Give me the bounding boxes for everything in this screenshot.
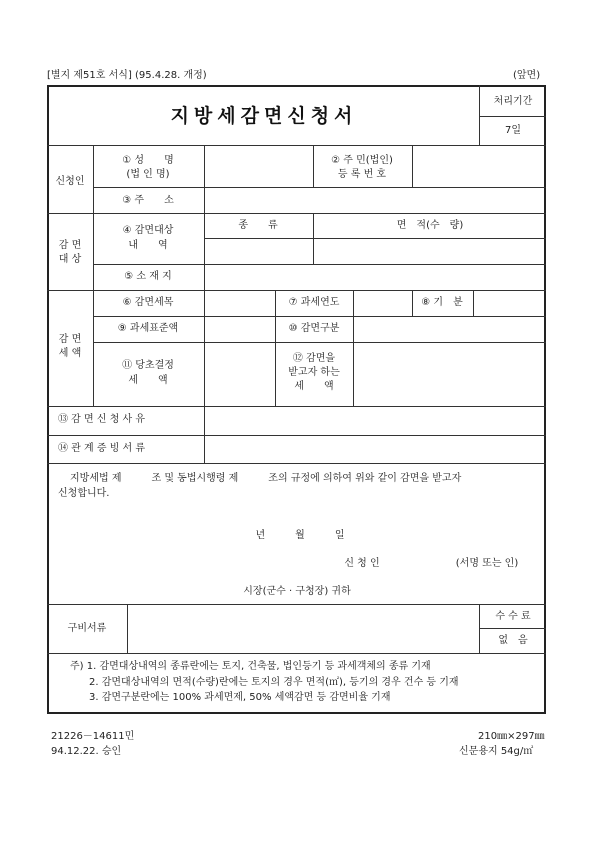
tax-standard-field[interactable]	[206, 318, 274, 341]
address-label: ③ 주 소	[122, 195, 174, 206]
signature-note: (서명 또는 인)	[455, 558, 519, 569]
name-label: ① 성 명	[122, 155, 174, 166]
divider	[313, 145, 314, 187]
requested-reduction-label-2: 받고자 하는	[288, 367, 340, 378]
divider	[204, 145, 205, 463]
fee-value: 없 음	[498, 635, 528, 646]
divider	[353, 290, 354, 406]
divider	[473, 290, 474, 316]
form-title: 지방세감면신청서	[170, 105, 358, 127]
page-side: (앞면)	[513, 70, 541, 81]
divider	[93, 145, 94, 406]
divider	[412, 145, 413, 187]
requested-reduction-label-3: 세 액	[294, 381, 334, 392]
divider	[93, 187, 546, 188]
required-documents-field[interactable]	[129, 606, 477, 652]
divider	[479, 628, 546, 629]
fee-label: 수 수 료	[495, 611, 531, 622]
registration-number-field[interactable]	[414, 147, 544, 186]
divider	[47, 213, 546, 214]
location-field[interactable]	[206, 266, 544, 289]
evidence-label: ⑭ 관 계 증 빙 서 류	[58, 443, 146, 454]
reason-field[interactable]	[206, 408, 544, 434]
divider	[47, 290, 546, 291]
tax-standard-label: ⑨ 과세표준액	[117, 323, 179, 334]
note-item: 2. 감면대상내역의 면적(수량)란에는 토지의 경우 면적(㎡), 등기의 경우 건수 등 기재	[89, 677, 459, 688]
area-field[interactable]	[315, 240, 544, 263]
evidence-field[interactable]	[206, 437, 544, 462]
divider	[47, 145, 546, 146]
note-item: 3. 감면구분란에는 100% 과세면제, 50% 세액감면 등 감면비율 기재	[89, 692, 391, 703]
divider	[204, 238, 546, 239]
divider	[479, 85, 480, 145]
name-label-sub: (법 인 명)	[126, 169, 170, 180]
applicant-signature-label: 신 청 인	[344, 558, 380, 569]
required-documents-label: 구비서류	[67, 623, 107, 634]
processing-label: 처리기간	[493, 96, 533, 107]
processing-period: 7일	[504, 125, 522, 136]
tax-item-label: ⑥ 감면세목	[122, 297, 174, 308]
divider	[93, 264, 546, 265]
target-detail-label: ④ 감면대상	[122, 225, 174, 236]
tax-year-field[interactable]	[355, 292, 411, 315]
divider	[93, 342, 546, 343]
name-field[interactable]	[206, 147, 312, 186]
divider	[47, 406, 546, 407]
location-label: ⑤ 소 재 지	[124, 271, 172, 282]
divider	[93, 316, 546, 317]
initial-tax-label: ⑪ 당초결정	[122, 360, 174, 371]
divider	[47, 604, 546, 605]
tax-section-label: 감 면	[58, 334, 82, 345]
declaration-text-end: 신청합니다.	[58, 488, 110, 499]
initial-tax-field[interactable]	[206, 344, 274, 405]
divider	[479, 116, 546, 117]
form-code: 21226－14611민	[51, 731, 135, 742]
recipient: 시장(군수 · 구청장) 귀하	[243, 586, 351, 597]
type-column-header: 종 류	[238, 220, 278, 231]
paper-size: 210㎜×297㎜	[478, 731, 545, 742]
divider	[313, 213, 314, 264]
tax-year-label: ⑦ 과세연도	[288, 297, 340, 308]
tax-period-field[interactable]	[475, 292, 544, 315]
declaration-text: 지방세법 제 조 및 동법시행령 제 조의 규정에 의하여 위와 같이 감면을 받고자	[70, 473, 462, 484]
applicant-section-label: 신청인	[55, 176, 85, 187]
reduction-category-field[interactable]	[355, 318, 544, 341]
reduction-category-label: ⑩ 감면구분	[288, 323, 340, 334]
date-line: 년 월 일	[255, 530, 345, 541]
divider	[47, 653, 546, 654]
type-field[interactable]	[206, 240, 312, 263]
divider	[47, 463, 546, 464]
divider	[127, 604, 128, 653]
registration-number-label: ② 주 민(법인)	[331, 155, 393, 166]
target-section-label: 감 면	[58, 240, 82, 251]
area-column-header: 면 적(수 량)	[396, 220, 464, 231]
address-field[interactable]	[206, 189, 544, 212]
target-section-label-sub: 대 상	[58, 254, 82, 265]
tax-section-label-sub: 세 액	[58, 348, 82, 359]
reason-label: ⑬ 감 면 신 청 사 유	[58, 414, 146, 425]
divider	[412, 290, 413, 316]
divider	[275, 290, 276, 406]
initial-tax-label-sub: 세 액	[128, 375, 168, 386]
requested-reduction-field[interactable]	[355, 344, 544, 405]
divider	[47, 435, 546, 436]
note-item: 주) 1. 감면대상내역의 종류란에는 토지, 건축물, 법인등기 등 과세객체의 종류 기재	[70, 661, 431, 672]
approval-date: 94.12.22. 승인	[51, 746, 122, 757]
paper-type: 신문용지 54g/㎡	[459, 746, 534, 757]
divider	[479, 604, 480, 653]
form-number: [별지 제51호 서식] (95.4.28. 개정)	[47, 70, 207, 81]
registration-number-label-sub: 등 록 번 호	[337, 169, 387, 180]
tax-item-field[interactable]	[206, 292, 274, 315]
tax-period-label: ⑧ 기 분	[421, 297, 463, 308]
target-detail-label-sub: 내 역	[128, 240, 168, 251]
requested-reduction-label: ⑫ 감면을	[292, 353, 336, 364]
